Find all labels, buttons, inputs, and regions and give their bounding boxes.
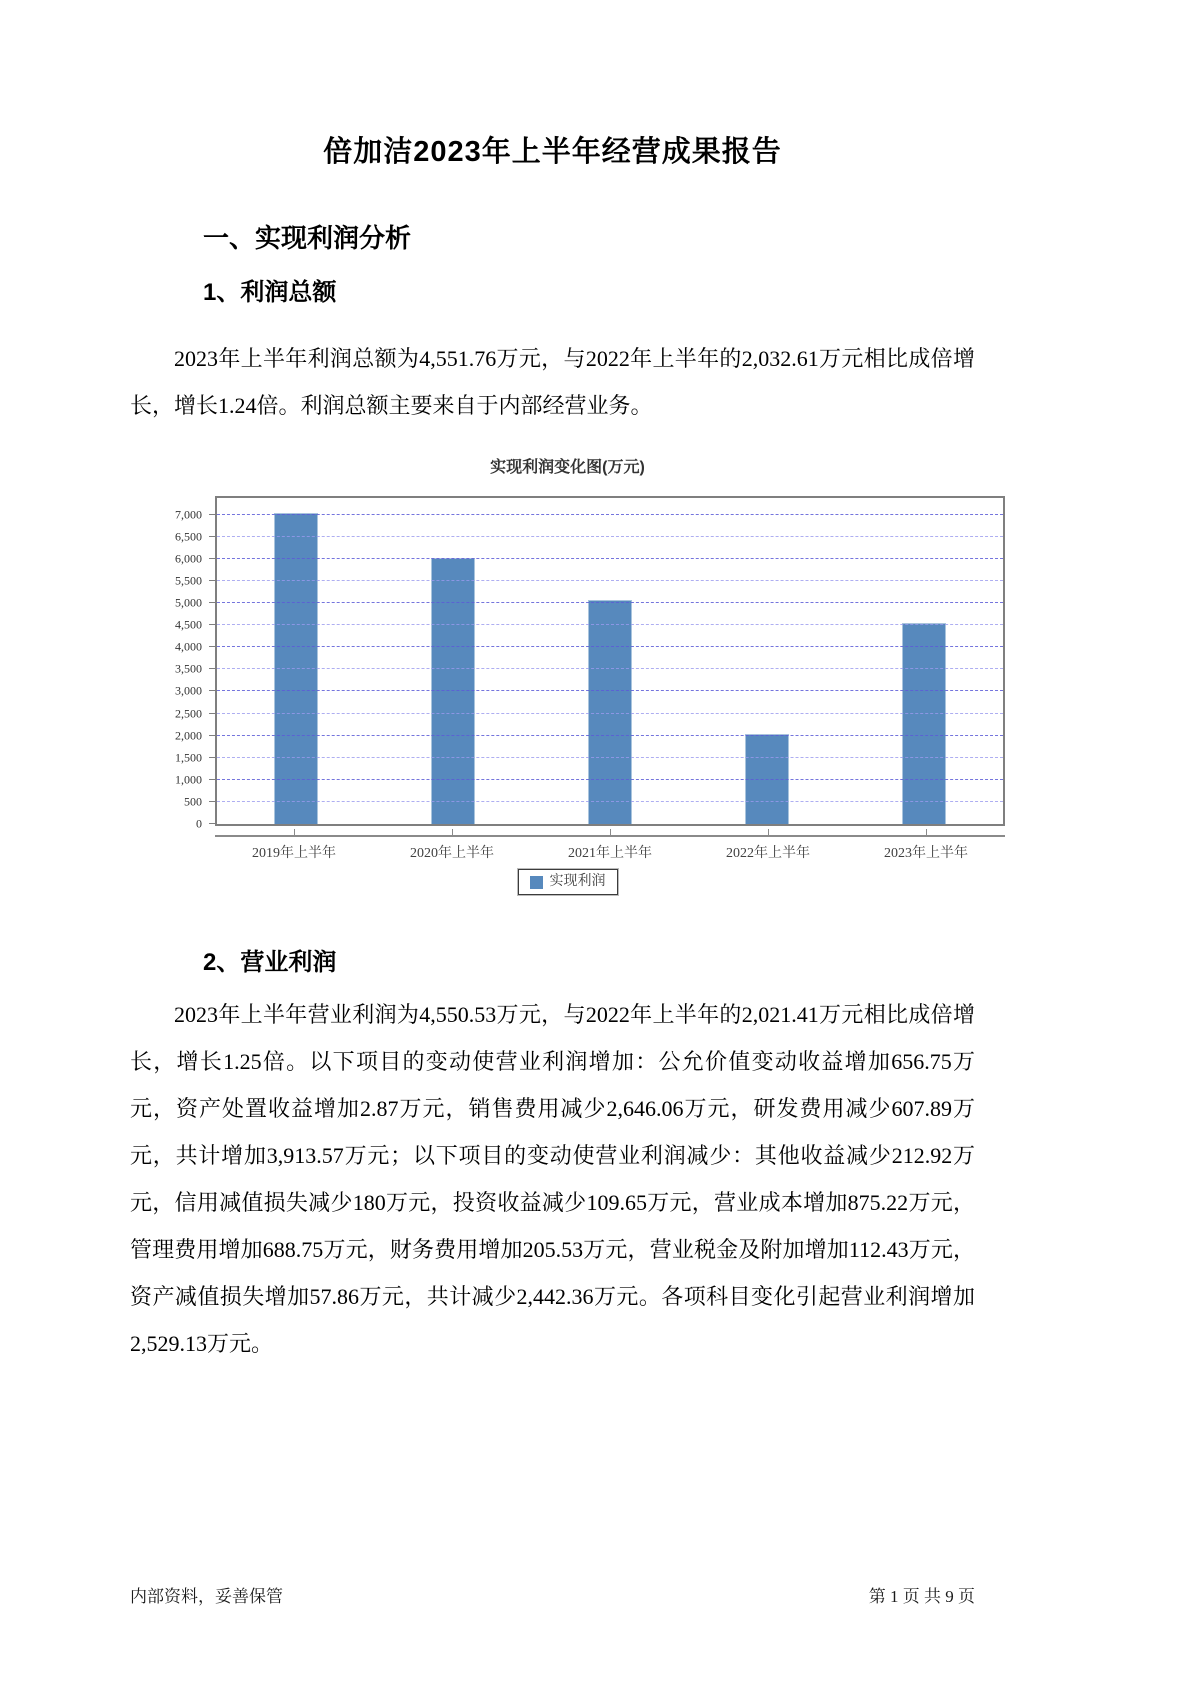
document-title: 倍加洁2023年上半年经营成果报告 — [323, 136, 782, 168]
y-tick-label: 4,500 — [175, 617, 202, 632]
y-tick-label: 1,000 — [175, 772, 202, 787]
gridline — [217, 646, 1003, 647]
chart-body — [130, 496, 1005, 831]
gridline — [217, 713, 1003, 714]
x-tick-label: 2020年上半年 — [410, 846, 494, 861]
legend-label: 实现利润 — [549, 874, 606, 889]
bar-slot — [374, 498, 531, 824]
y-tick-label: 5,000 — [175, 595, 202, 610]
x-tick-mark — [294, 829, 295, 835]
bar-slot — [846, 498, 1003, 824]
x-axis-line — [215, 835, 1005, 837]
operating-profit-paragraph: 2023年上半年营业利润为4,550.53万元，与2022年上半年的2,021.41万元相比成倍增长，增长1.25倍。以下项目的变动使营业利润增加：公允价值变动收益增加656.75万元，资产处置收益增加2.87万元，销售费用减少2,646.06万元，研发费用减少607.89万元，共计增加3,913.57万元；以下项目的变动使营业利润减少：其他收益减少212.92万元，信用减值损失减少180万元，投资收益减少109.65万元，营业成本增加875.22万元，管理费用增加688.75万元，财务费用增加205.53万元，营业税金及附加增加112.43万元，资产减值损失增加57.86万元，共计减少2,442.36万元。各项科目变化引起营业利润增加2,529.13万元。 — [130, 1002, 975, 1356]
bar-slot — [217, 498, 374, 824]
bar — [902, 623, 946, 824]
y-axis-labels — [130, 496, 215, 831]
y-tick-label: 3,000 — [175, 683, 202, 698]
y-tick-label: 500 — [184, 794, 202, 809]
y-tick-label: 6,000 — [175, 551, 202, 566]
gridline — [217, 735, 1003, 736]
x-tick-label: 2022年上半年 — [726, 846, 810, 861]
subsection-heading-total-profit: 1、利润总额 — [203, 279, 337, 306]
page-footer — [130, 1586, 975, 1608]
legend-row — [130, 869, 1005, 895]
footer-page-number: 第 1 页 共 9 页 — [868, 1587, 975, 1606]
footer-confidential-note: 内部资料，妥善保管 — [130, 1587, 283, 1606]
y-tick-label: 3,500 — [175, 661, 202, 676]
gridline — [217, 514, 1003, 515]
y-tick-label: 2,500 — [175, 706, 202, 721]
x-tick-mark — [926, 829, 927, 835]
gridline — [217, 624, 1003, 625]
plot-area — [215, 496, 1005, 826]
y-tick-label: 0 — [196, 816, 202, 831]
y-tick-label: 6,500 — [175, 529, 202, 544]
legend-swatch — [530, 876, 543, 889]
subsection-heading-operating-profit: 2、营业利润 — [203, 949, 337, 976]
x-axis-labels — [215, 842, 1005, 862]
x-tick-label: 2023年上半年 — [884, 846, 968, 861]
gridline — [217, 757, 1003, 758]
gridline — [217, 779, 1003, 780]
gridline — [217, 668, 1003, 669]
y-tick-label: 4,000 — [175, 639, 202, 654]
x-tick-mark — [610, 829, 611, 835]
y-tick-label: 2,000 — [175, 728, 202, 743]
x-tick-label: 2019年上半年 — [252, 846, 336, 861]
gridline — [217, 558, 1003, 559]
section-heading-profit-analysis: 一、实现利润分析 — [203, 223, 412, 253]
total-profit-paragraph: 2023年上半年利润总额为4,551.76万元，与2022年上半年的2,032.61万元相比成倍增长，增长1.24倍。利润总额主要来自于内部经营业务。 — [130, 346, 975, 418]
gridline — [217, 690, 1003, 691]
x-tick-mark — [768, 829, 769, 835]
chart-legend — [518, 869, 618, 895]
profit-change-chart — [130, 457, 1005, 895]
gridline — [217, 580, 1003, 581]
x-tick-mark — [452, 829, 453, 835]
gridline — [217, 536, 1003, 537]
y-tick-label: 1,500 — [175, 750, 202, 765]
chart-title: 实现利润变化图(万元) — [490, 459, 645, 476]
y-tick-label: 5,500 — [175, 573, 202, 588]
bar-slot — [531, 498, 688, 824]
bar-series — [217, 498, 1003, 824]
x-tick-label: 2021年上半年 — [568, 846, 652, 861]
bar-slot — [689, 498, 846, 824]
gridline — [217, 801, 1003, 802]
gridline — [217, 602, 1003, 603]
y-tick-label: 7,000 — [175, 507, 202, 522]
